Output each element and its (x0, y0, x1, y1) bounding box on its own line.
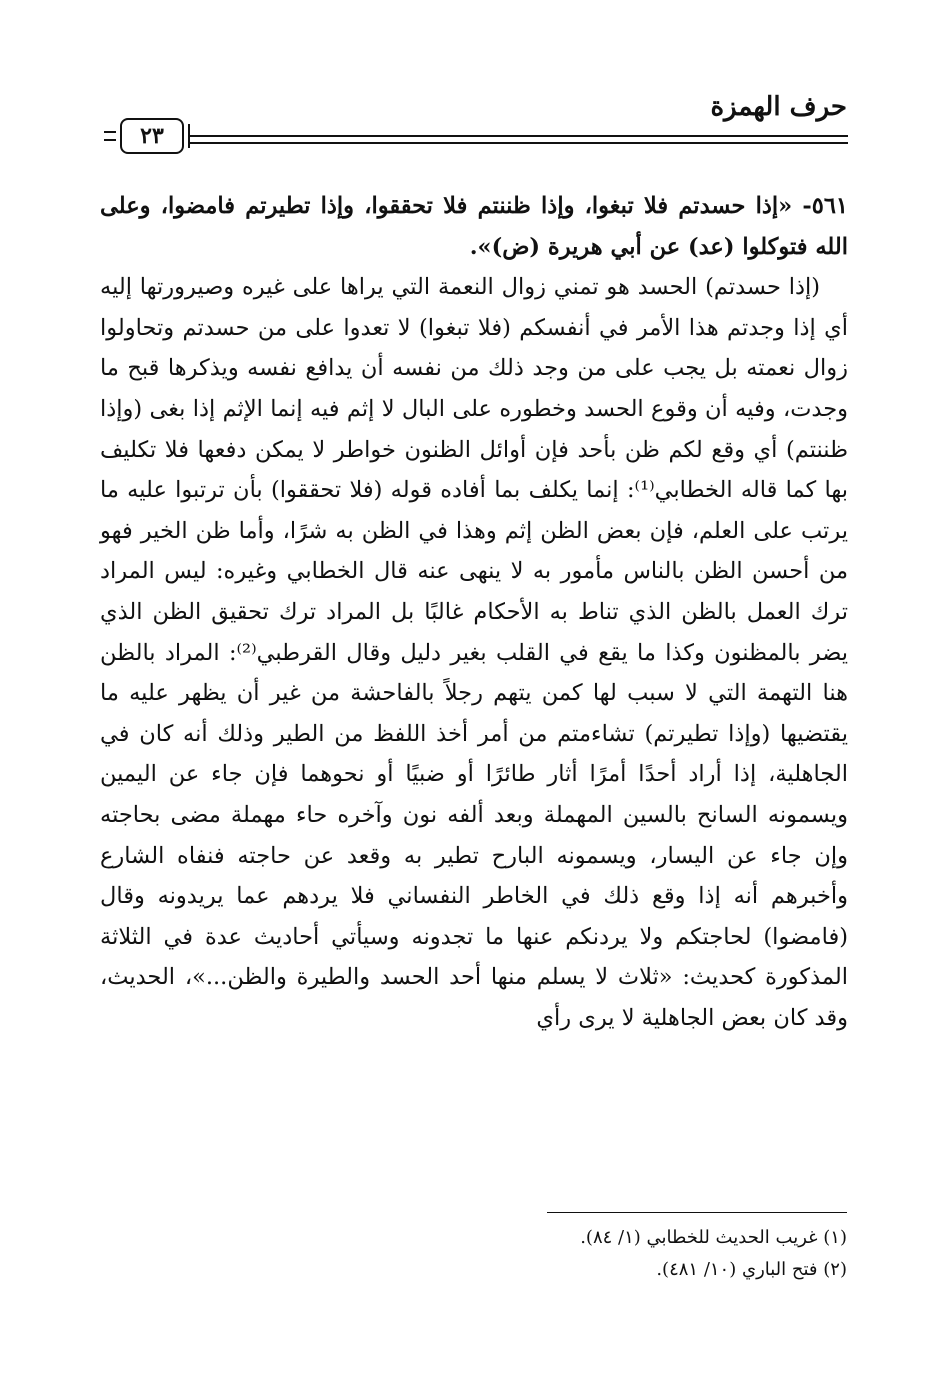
footnote-1: (١) غريب الحديث للخطابي (١/ ٨٤). (580, 1227, 847, 1248)
double-rule-line (188, 135, 848, 144)
chapter-title: حرف الهمزة (710, 92, 847, 122)
header-rule (100, 118, 848, 158)
footnotes (99, 1222, 847, 1286)
rule-end-mark (104, 131, 116, 141)
main-text (100, 186, 848, 1038)
hadith-text: ٥٦١- «إذا حسدتم فلا تبغوا، وإذا ظننتم فلا تحققوا، وإذا تطيرتم فامضوا، وعلى الله فتوكلوا (عد) عن أبي هريرة (ض)». (100, 193, 848, 260)
page-number: ٢٣ (120, 118, 184, 154)
footnote-separator (547, 1212, 847, 1213)
commentary-text: (إذا حسدتم) الحسد هو تمني زوال النعمة التي يراها على غيره وصيرورتها إليه أي إذا وجدتم هذا الأمر في أنفسكم (فلا تبغوا) لا تعدوا على من حسدتم وتحاولوا زوال نعمته بل يجب على من وجد ذلك من نفسه أن يدافع نفسه ويذكرها قبح ما وجدت، وفيه أن وقوع الحسد وخطوره على البال لا إثم فيه إنما الإثم إذا بغى (وإذا ظننتم) أي وقع لكم ظن بأحد فإن أوائل الظنون خواطر لا يمكن دفعها فلا تكليف بها كما قاله الخطابي⁽¹⁾: إنما يكلف بما أفاده قوله (فلا تحققوا) بأن ترتبوا عليه ما يرتب على العلم، فإن بعض الظن إثم وهذا في الظن به شرًا، وأما ظن الخير فهو من أحسن الظن بالناس مأمور به لا ينهى عنه قال الخطابي وغيره: ليس المراد ترك العمل بالظن الذي تناط به الأحكام غالبًا بل المراد ترك تحقيق الظن الذي يضر بالمظنون وكذا ما يقع في القلب بغير دليل وقال القرطبي⁽²⁾: المراد بالظن هنا التهمة التي لا سبب لها كمن يتهم رجلاً بالفاحشة من غير أن يظهر عليه ما يقتضيها (وإذا تطيرتم) تشاءمتم من أمر أخذ اللفظ من الطير وذلك أنه كان في الجاهلية، إذا أراد أحدًا أمرًا أثار طائرًا أو ضبيًا أو نحوهما فإن جاء عن اليمين ويسمونه السانح بالسين المهملة وبعد ألفه نون وآخره حاء مهملة مضى بحاجته وإن جاء عن اليسار، ويسمونه البارح تطير به وقعد عن حاجته فنفاه الشارع وأخبرهم أنه إذا وقع ذلك في الخاطر النفساني فلا يردهم عما يريدونه وقال (فامضوا) لحاجتكم ولا يردنكم عنها ما تجدونه وسيأتي أحاديث عدة في الثلاثة المذكورة كحديث: «ثلاث لا يسلم منها أحد الحسد والطيرة والظن...»، الحديث، وقد كان بعض الجاهلية لا يرى رأي (100, 274, 848, 1031)
footnote-2: (٢) فتح الباري (١٠/ ٤٨١). (656, 1259, 847, 1280)
